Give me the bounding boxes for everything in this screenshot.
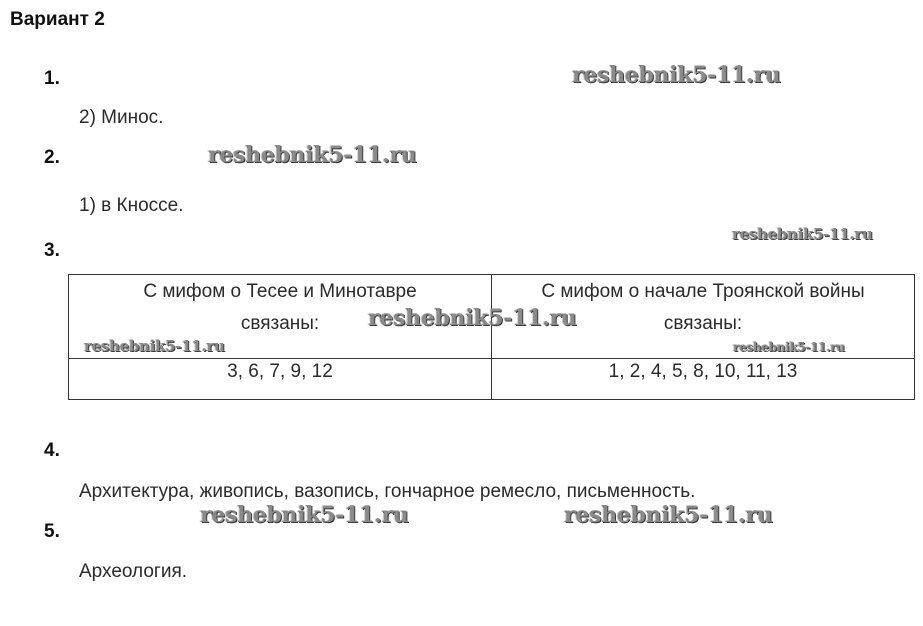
header-line: связаны: [240,313,320,334]
watermark: reshebnik5-11.ru [368,305,577,331]
item-1-answer: 2) Минос. [79,107,164,128]
watermark: reshebnik5-11.ru [84,337,225,355]
header-line: С мифом о Тесее и Минотавре [143,281,417,302]
item-4-number: 4. [44,440,60,461]
watermark: reshebnik5-11.ru [200,502,409,528]
item-2-answer: 1) в Кноссе. [79,195,184,216]
table-row [69,359,915,400]
item-3-number: 3. [44,240,60,261]
watermark: reshebnik5-11.ru [732,225,873,243]
item-2-number: 2. [44,147,60,168]
page-title: Вариант 2 [10,9,105,30]
item-4-answer: Архитектура, живопись, вазопись, гончарное ремесло, письменность. [79,481,696,502]
item-5-answer: Археология. [79,561,188,582]
item-5-number: 5. [44,521,60,542]
header-line: С мифом о начале Троянской войны [541,281,865,302]
header-line: связаны: [663,313,743,334]
watermark: reshebnik5-11.ru [564,502,773,528]
watermark: reshebnik5-11.ru [733,340,845,354]
item-1-number: 1. [44,68,60,89]
watermark: reshebnik5-11.ru [208,142,417,168]
watermark: reshebnik5-11.ru [572,62,781,88]
table-cell: 3, 6, 7, 9, 12 [69,359,492,400]
table-cell: 1, 2, 4, 5, 8, 10, 11, 13 [492,359,915,400]
